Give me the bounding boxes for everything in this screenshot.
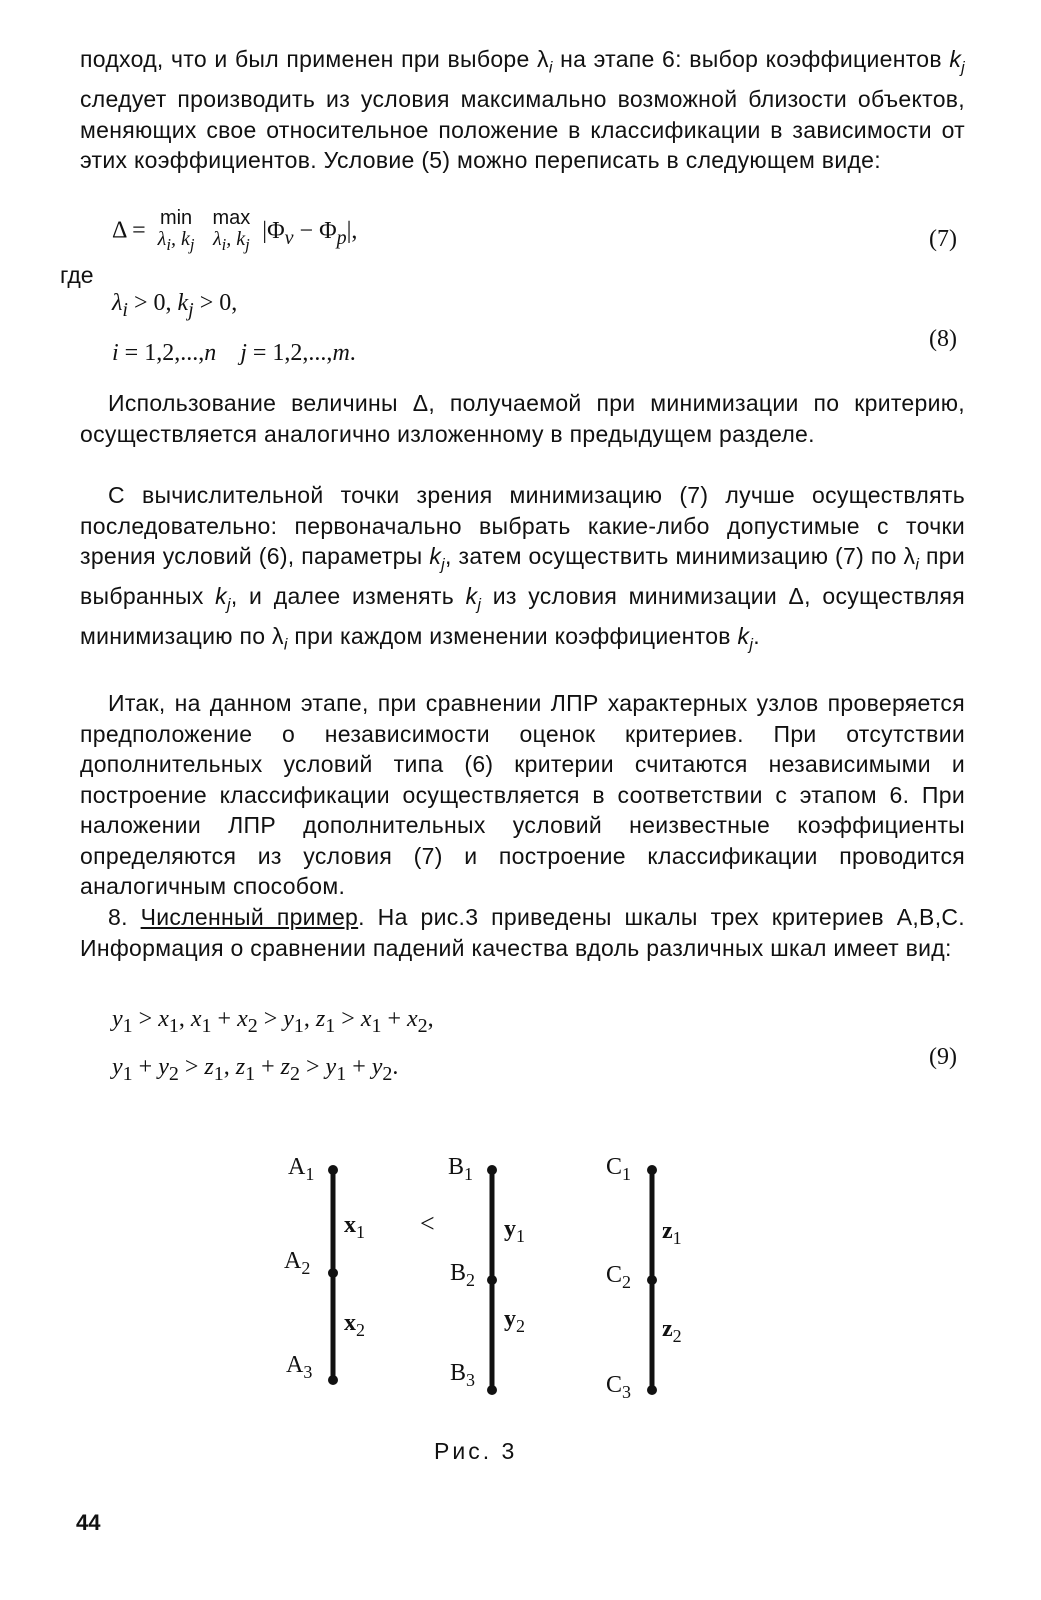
where-label: где — [60, 262, 94, 288]
equation-8-line1: $\lambda_i > 0$, $k_j > 0$, — [112, 290, 238, 321]
equation-9-number: (9) — [929, 1044, 957, 1070]
label-a1: $A_1$ — [288, 1154, 315, 1184]
label-c3: $C_3$ — [606, 1372, 632, 1402]
paragraph-stage: Итак, на данном этапе, при сравнении ЛПР характерных узлов проверяется предположение о независимости оценок критериев. При отсутствии дополнительных условий типа (6) критерии считаются независимыми и построение классификации осуществляется в соответствии с этапом 6. При наложении ЛПР дополнительных условий неизвестные коэффициенты определяются из условия (7) и построение классификации проводится аналогичным способом. — [80, 690, 965, 899]
figure-caption: Рис. 3 — [434, 1438, 518, 1464]
label-a3: $A_3$ — [286, 1352, 313, 1382]
figure-3-scales — [0, 1140, 1041, 1430]
label-c1: $C_1$ — [606, 1154, 632, 1184]
equation-7: Δ = min $\lambda_i$, $k_j$ max $\lambda_i$, $k_j$ $|\Phi_\nu - \Phi_p|$, — [112, 207, 358, 254]
label-y1: $y_1$ — [504, 1216, 525, 1246]
label-x2: $x_2$ — [344, 1310, 365, 1340]
node-c2 — [647, 1275, 657, 1285]
label-c2: $C_2$ — [606, 1262, 632, 1292]
label-y2: $y_2$ — [504, 1306, 525, 1336]
relation-symbol: < — [420, 1209, 435, 1238]
label-b3: $B_3$ — [450, 1360, 476, 1390]
equation-7-number: (7) — [929, 226, 957, 252]
example-number: 8. — [108, 904, 141, 930]
label-z1: $z_1$ — [662, 1218, 682, 1248]
node-c1 — [647, 1165, 657, 1175]
node-a3 — [328, 1375, 338, 1385]
node-b3 — [487, 1385, 497, 1395]
equation-8-number: (8) — [929, 326, 957, 352]
paragraph-delta-usage: Использование величины Δ, получаемой при минимизации по критерию, осуществляется аналогично изложенному в предыдущем разделе. — [80, 390, 965, 447]
label-b1: $B_1$ — [448, 1154, 474, 1184]
paragraph-computation: С вычислительной точки зрения минимизацию (7) лучше осуществлять последовательно: первоначально выбрать какие-либо допустимые с точки зрения условий (6), параметры $k_j$, затем осуществить минимизацию (7) по $\lambda_i$ при выбранных $k_j$, и далее изменять $k_j$ из условия минимизации Δ, осуществляя минимизацию по $\lambda_i$ при каждом изменении коэффициентов $k_j$. — [80, 482, 965, 654]
paragraph-example — [80, 902, 965, 963]
paragraph-intro: подход, что и был применен при выборе $\lambda_i$ на этапе 6: выбор коэффициентов $k_j$ следует производить из условия максимально возможной близости объектов, меняющих свое относительное положение в классификации в зависимости от этих коэффициентов. Условие (5) можно переписать в следующем виде: — [80, 46, 965, 174]
label-a2: $A_2$ — [284, 1248, 311, 1278]
label-z2: $z_2$ — [662, 1316, 682, 1346]
equation-9-line2: $y_1 + y_2 > z_1$, $z_1 + z_2 > y_1 + y_2$. — [112, 1054, 399, 1085]
node-b2 — [487, 1275, 497, 1285]
example-text: . На рис.3 приведены шкалы трех критериев А,В,С. Информация о сравнении падений качества вдоль различных шкал имеет вид: — [80, 904, 965, 961]
equation-9-line1: $y_1 > x_1$, $x_1 + x_2 > y_1$, $z_1 > x_1 + x_2$, — [112, 1006, 434, 1037]
node-a2 — [328, 1268, 338, 1278]
node-a1 — [328, 1165, 338, 1175]
label-x1: $x_1$ — [344, 1212, 365, 1242]
example-title: Численный пример — [140, 904, 359, 930]
label-b2: $B_2$ — [450, 1260, 476, 1290]
page-number: 44 — [76, 1510, 101, 1535]
node-c3 — [647, 1385, 657, 1395]
equation-8-line2: i = 1,2,...,n j = 1,2,...,m. — [112, 340, 356, 366]
node-b1 — [487, 1165, 497, 1175]
